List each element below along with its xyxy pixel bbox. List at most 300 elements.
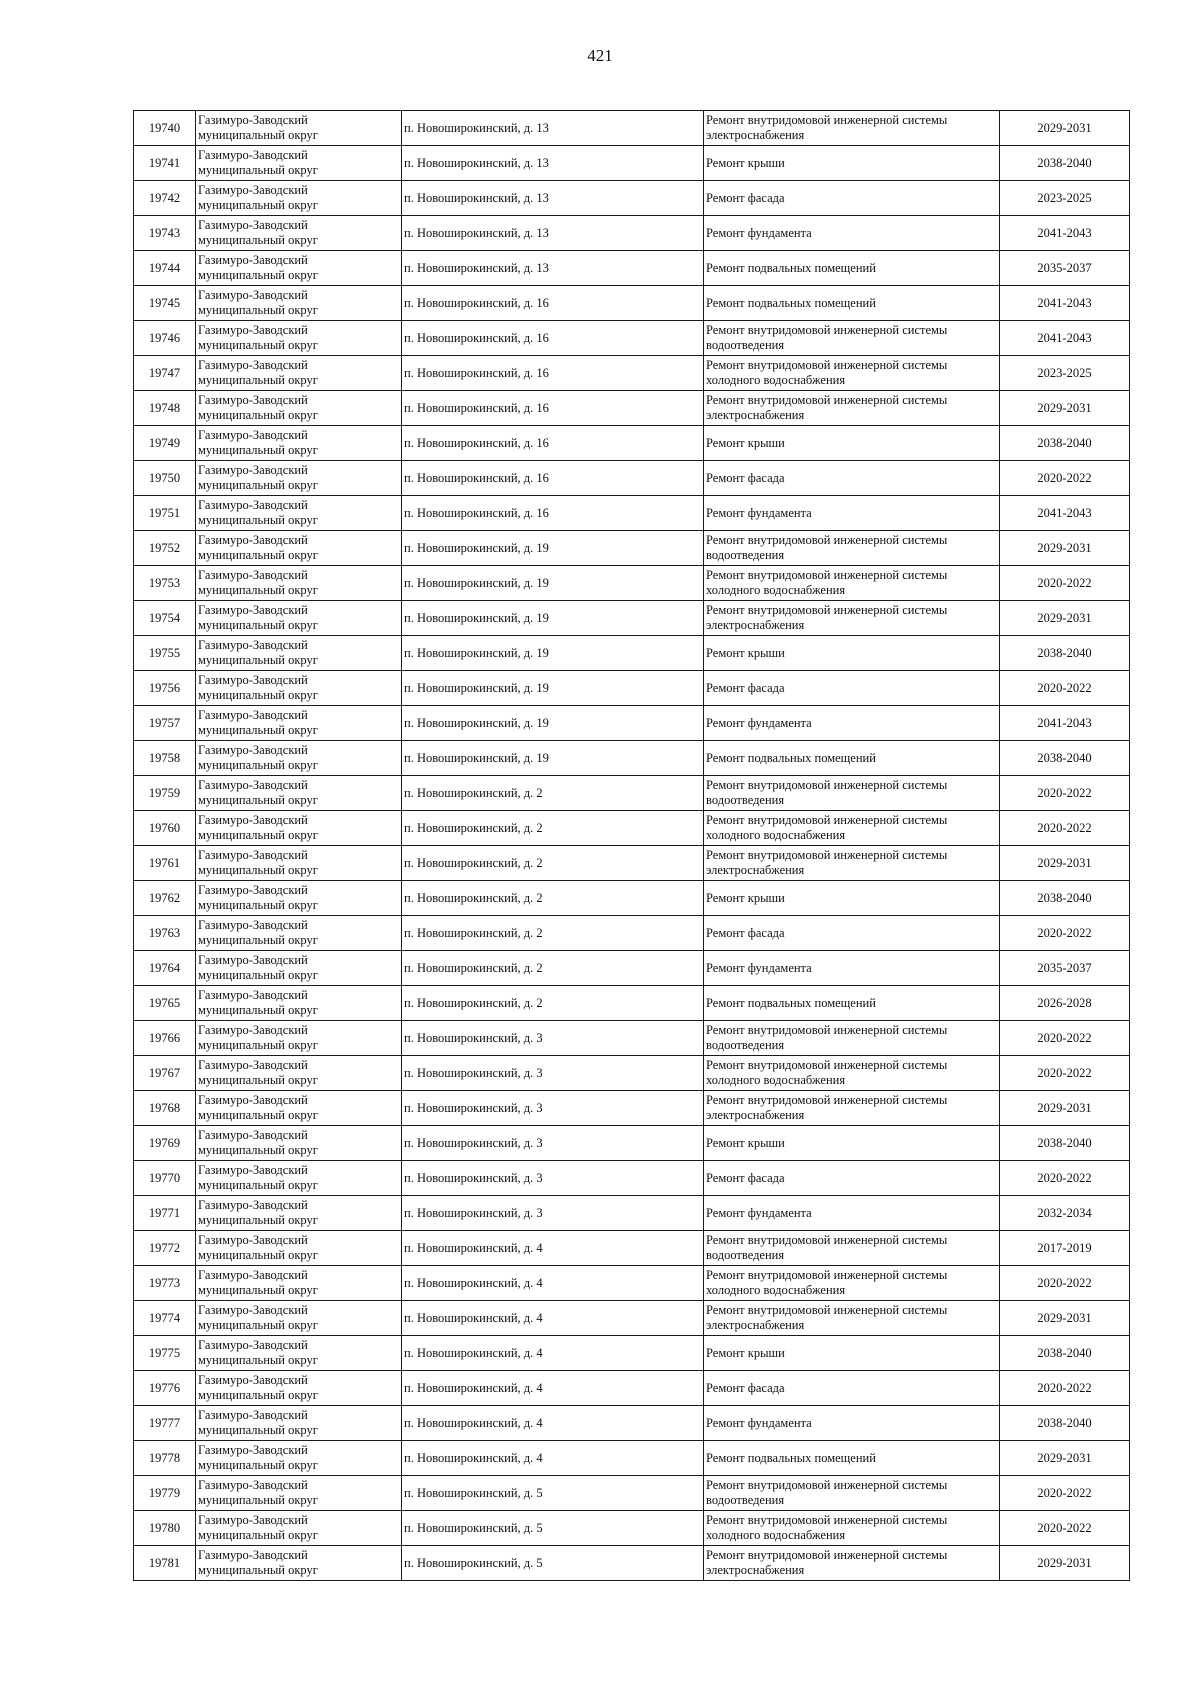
address-text: п. Новоширокинский, д. 4 — [404, 1450, 543, 1465]
row-number-cell — [134, 251, 196, 286]
municipality-text: муниципальный округ — [198, 793, 318, 807]
municipality-cell — [196, 1336, 402, 1371]
municipality-text: Газимуро-Заводский — [198, 743, 308, 757]
period-text: 2029-2031 — [1037, 1100, 1092, 1115]
period-text: 2020-2022 — [1037, 1520, 1092, 1535]
address-cell — [402, 531, 704, 566]
period-cell — [1000, 741, 1130, 776]
table-row — [134, 1301, 1130, 1336]
work-type-cell — [704, 216, 1000, 251]
period-text: 2020-2022 — [1037, 1485, 1092, 1500]
address-cell — [402, 741, 704, 776]
work-type-cell — [704, 636, 1000, 671]
table-row — [134, 496, 1130, 531]
work-type-text: Ремонт внутридомовой инженерной системы — [706, 1303, 948, 1317]
row-number-cell — [134, 811, 196, 846]
municipality-text: муниципальный округ — [198, 898, 318, 912]
municipality-text: муниципальный округ — [198, 163, 318, 177]
municipality-cell — [196, 1231, 402, 1266]
work-type-cell — [704, 566, 1000, 601]
address-cell — [402, 566, 704, 601]
period-text: 2023-2025 — [1037, 365, 1092, 380]
municipality-text: Газимуро-Заводский — [198, 778, 308, 792]
address-text: п. Новоширокинский, д. 19 — [404, 715, 549, 730]
address-cell — [402, 846, 704, 881]
work-type-text: Ремонт фасада — [706, 680, 785, 695]
row-number-cell — [134, 426, 196, 461]
work-type-text: электроснабжения — [706, 1318, 805, 1332]
address-cell — [402, 916, 704, 951]
work-type-cell — [704, 1126, 1000, 1161]
row-number-text: 19751 — [148, 505, 181, 520]
table-row — [134, 111, 1130, 146]
row-number-cell — [134, 1021, 196, 1056]
address-text: п. Новоширокинский, д. 2 — [404, 960, 543, 975]
period-text: 2020-2022 — [1037, 1275, 1092, 1290]
table-row — [134, 636, 1130, 671]
municipality-text: Газимуро-Заводский — [198, 148, 308, 162]
table-row — [134, 1091, 1130, 1126]
municipality-cell — [196, 636, 402, 671]
work-type-text: Ремонт внутридомовой инженерной системы — [706, 358, 948, 372]
period-cell — [1000, 216, 1130, 251]
table-row — [134, 1126, 1130, 1161]
table-row — [134, 1266, 1130, 1301]
work-type-text: Ремонт внутридомовой инженерной системы — [706, 568, 948, 582]
municipality-text: муниципальный округ — [198, 548, 318, 562]
row-number-text: 19747 — [148, 365, 181, 380]
municipality-text: Газимуро-Заводский — [198, 638, 308, 652]
table-row — [134, 216, 1130, 251]
address-cell — [402, 1406, 704, 1441]
address-text: п. Новоширокинский, д. 2 — [404, 855, 543, 870]
repair-schedule-table — [133, 110, 1130, 1581]
address-text: п. Новоширокинский, д. 16 — [404, 435, 549, 450]
period-cell — [1000, 1021, 1130, 1056]
address-cell — [402, 776, 704, 811]
municipality-text: муниципальный округ — [198, 1318, 318, 1332]
row-number-text: 19780 — [148, 1520, 181, 1535]
work-type-cell — [704, 286, 1000, 321]
period-text: 2020-2022 — [1037, 575, 1092, 590]
address-cell — [402, 1266, 704, 1301]
row-number-text: 19768 — [148, 1100, 181, 1115]
period-cell — [1000, 671, 1130, 706]
period-cell — [1000, 776, 1130, 811]
municipality-text: муниципальный округ — [198, 338, 318, 352]
table-row — [134, 566, 1130, 601]
address-text: п. Новоширокинский, д. 2 — [404, 785, 543, 800]
row-number-cell — [134, 111, 196, 146]
period-text: 2020-2022 — [1037, 1030, 1092, 1045]
work-type-text: Ремонт внутридомовой инженерной системы — [706, 1513, 948, 1527]
address-cell — [402, 601, 704, 636]
address-text: п. Новоширокинский, д. 13 — [404, 260, 549, 275]
municipality-text: Газимуро-Заводский — [198, 813, 308, 827]
municipality-text: муниципальный округ — [198, 1178, 318, 1192]
table-row — [134, 1161, 1130, 1196]
work-type-cell — [704, 811, 1000, 846]
row-number-cell — [134, 1161, 196, 1196]
work-type-text: Ремонт фундамента — [706, 505, 812, 520]
period-cell — [1000, 146, 1130, 181]
municipality-text: Газимуро-Заводский — [198, 253, 308, 267]
work-type-text: холодного водоснабжения — [706, 1283, 846, 1297]
address-cell — [402, 1511, 704, 1546]
municipality-cell — [196, 391, 402, 426]
work-type-cell — [704, 1196, 1000, 1231]
row-number-cell — [134, 181, 196, 216]
table-row — [134, 426, 1130, 461]
period-cell — [1000, 1196, 1130, 1231]
municipality-text: муниципальный округ — [198, 618, 318, 632]
municipality-cell — [196, 251, 402, 286]
period-cell — [1000, 1056, 1130, 1091]
row-number-cell — [134, 1546, 196, 1581]
row-number-cell — [134, 1476, 196, 1511]
work-type-cell — [704, 251, 1000, 286]
period-text: 2020-2022 — [1037, 1170, 1092, 1185]
municipality-text: муниципальный округ — [198, 1528, 318, 1542]
period-text: 2038-2040 — [1037, 1415, 1092, 1430]
work-type-text: Ремонт фасада — [706, 190, 785, 205]
table-row — [134, 881, 1130, 916]
row-number-cell — [134, 916, 196, 951]
address-cell — [402, 986, 704, 1021]
row-number-text: 19754 — [148, 610, 181, 625]
row-number-cell — [134, 1266, 196, 1301]
period-cell — [1000, 1476, 1130, 1511]
table-row — [134, 461, 1130, 496]
period-text: 2038-2040 — [1037, 435, 1092, 450]
address-text: п. Новоширокинский, д. 3 — [404, 1065, 543, 1080]
address-cell — [402, 1091, 704, 1126]
work-type-text: Ремонт подвальных помещений — [706, 750, 876, 765]
row-number-cell — [134, 846, 196, 881]
work-type-text: электроснабжения — [706, 618, 805, 632]
period-cell — [1000, 636, 1130, 671]
address-text: п. Новоширокинский, д. 16 — [404, 365, 549, 380]
municipality-text: муниципальный округ — [198, 1423, 318, 1437]
period-cell — [1000, 426, 1130, 461]
municipality-text: муниципальный округ — [198, 933, 318, 947]
work-type-text: водоотведения — [706, 1038, 785, 1052]
row-number-cell — [134, 1196, 196, 1231]
table-row — [134, 706, 1130, 741]
row-number-cell — [134, 986, 196, 1021]
row-number-cell — [134, 601, 196, 636]
period-cell — [1000, 601, 1130, 636]
row-number-cell — [134, 1126, 196, 1161]
table-row — [134, 181, 1130, 216]
municipality-cell — [196, 776, 402, 811]
period-cell — [1000, 1126, 1130, 1161]
row-number-text: 19758 — [148, 750, 181, 765]
period-cell — [1000, 881, 1130, 916]
period-cell — [1000, 1231, 1130, 1266]
work-type-text: Ремонт внутридомовой инженерной системы — [706, 1058, 948, 1072]
work-type-cell — [704, 426, 1000, 461]
row-number-text: 19775 — [148, 1345, 181, 1360]
municipality-text: муниципальный округ — [198, 1493, 318, 1507]
period-cell — [1000, 916, 1130, 951]
table-row — [134, 1196, 1130, 1231]
period-cell — [1000, 1301, 1130, 1336]
work-type-text: Ремонт внутридомовой инженерной системы — [706, 1548, 948, 1562]
row-number-text: 19756 — [148, 680, 181, 695]
work-type-text: Ремонт внутридомовой инженерной системы — [706, 533, 948, 547]
municipality-text: муниципальный округ — [198, 1073, 318, 1087]
municipality-cell — [196, 706, 402, 741]
work-type-text: Ремонт фундамента — [706, 960, 812, 975]
work-type-cell — [704, 601, 1000, 636]
table-row — [134, 1231, 1130, 1266]
period-cell — [1000, 986, 1130, 1021]
address-cell — [402, 1056, 704, 1091]
address-cell — [402, 286, 704, 321]
address-text: п. Новоширокинский, д. 19 — [404, 575, 549, 590]
work-type-text: Ремонт внутридомовой инженерной системы — [706, 848, 948, 862]
municipality-text: муниципальный округ — [198, 758, 318, 772]
address-cell — [402, 1126, 704, 1161]
period-text: 2038-2040 — [1037, 750, 1092, 765]
row-number-text: 19755 — [148, 645, 181, 660]
work-type-cell — [704, 1511, 1000, 1546]
work-type-text: Ремонт фасада — [706, 470, 785, 485]
municipality-cell — [196, 1511, 402, 1546]
work-type-text: Ремонт внутридомовой инженерной системы — [706, 393, 948, 407]
period-text: 2038-2040 — [1037, 1345, 1092, 1360]
row-number-text: 19759 — [148, 785, 181, 800]
municipality-text: муниципальный округ — [198, 1388, 318, 1402]
address-cell — [402, 1231, 704, 1266]
row-number-cell — [134, 1406, 196, 1441]
municipality-text: Газимуро-Заводский — [198, 393, 308, 407]
address-cell — [402, 671, 704, 706]
municipality-text: Газимуро-Заводский — [198, 1023, 308, 1037]
work-type-cell — [704, 671, 1000, 706]
municipality-text: муниципальный округ — [198, 128, 318, 142]
municipality-text: Газимуро-Заводский — [198, 673, 308, 687]
municipality-text: муниципальный округ — [198, 1283, 318, 1297]
municipality-text: Газимуро-Заводский — [198, 1058, 308, 1072]
work-type-text: водоотведения — [706, 793, 785, 807]
table-row — [134, 1056, 1130, 1091]
work-type-cell — [704, 496, 1000, 531]
row-number-text: 19757 — [148, 715, 181, 730]
municipality-text: Газимуро-Заводский — [198, 1513, 308, 1527]
work-type-text: Ремонт подвальных помещений — [706, 995, 876, 1010]
municipality-text: Газимуро-Заводский — [198, 183, 308, 197]
row-number-cell — [134, 706, 196, 741]
table-row — [134, 1546, 1130, 1581]
period-text: 2020-2022 — [1037, 925, 1092, 940]
municipality-text: муниципальный округ — [198, 408, 318, 422]
period-cell — [1000, 1336, 1130, 1371]
period-text: 2020-2022 — [1037, 1380, 1092, 1395]
municipality-cell — [196, 1056, 402, 1091]
period-text: 2029-2031 — [1037, 610, 1092, 625]
municipality-cell — [196, 216, 402, 251]
work-type-cell — [704, 916, 1000, 951]
period-text: 2038-2040 — [1037, 1135, 1092, 1150]
row-number-text: 19777 — [148, 1415, 181, 1430]
period-cell — [1000, 706, 1130, 741]
municipality-text: Газимуро-Заводский — [198, 1303, 308, 1317]
work-type-text: Ремонт внутридомовой инженерной системы — [706, 1023, 948, 1037]
row-number-cell — [134, 216, 196, 251]
row-number-cell — [134, 286, 196, 321]
period-cell — [1000, 181, 1130, 216]
address-cell — [402, 881, 704, 916]
address-text: п. Новоширокинский, д. 4 — [404, 1240, 543, 1255]
municipality-text: муниципальный округ — [198, 583, 318, 597]
municipality-text: Газимуро-Заводский — [198, 1443, 308, 1457]
table-row — [134, 356, 1130, 391]
address-cell — [402, 216, 704, 251]
address-cell — [402, 496, 704, 531]
municipality-text: муниципальный округ — [198, 1003, 318, 1017]
municipality-text: Газимуро-Заводский — [198, 1478, 308, 1492]
municipality-cell — [196, 741, 402, 776]
period-cell — [1000, 531, 1130, 566]
work-type-text: Ремонт внутридомовой инженерной системы — [706, 113, 948, 127]
row-number-text: 19760 — [148, 820, 181, 835]
row-number-cell — [134, 1511, 196, 1546]
row-number-text: 19774 — [148, 1310, 181, 1325]
address-cell — [402, 356, 704, 391]
work-type-text: Ремонт подвальных помещений — [706, 295, 876, 310]
period-text: 2041-2043 — [1037, 225, 1092, 240]
row-number-cell — [134, 496, 196, 531]
municipality-cell — [196, 111, 402, 146]
period-cell — [1000, 1441, 1130, 1476]
address-cell — [402, 111, 704, 146]
work-type-cell — [704, 391, 1000, 426]
address-text: п. Новоширокинский, д. 4 — [404, 1415, 543, 1430]
period-text: 2035-2037 — [1037, 260, 1092, 275]
period-cell — [1000, 496, 1130, 531]
work-type-text: Ремонт фундамента — [706, 715, 812, 730]
work-type-text: водоотведения — [706, 1248, 785, 1262]
work-type-text: Ремонт внутридомовой инженерной системы — [706, 1268, 948, 1282]
municipality-text: Газимуро-Заводский — [198, 1338, 308, 1352]
row-number-text: 19767 — [148, 1065, 181, 1080]
municipality-text: муниципальный округ — [198, 373, 318, 387]
row-number-cell — [134, 1231, 196, 1266]
period-text: 2035-2037 — [1037, 960, 1092, 975]
work-type-text: электроснабжения — [706, 1108, 805, 1122]
period-text: 2029-2031 — [1037, 540, 1092, 555]
work-type-cell — [704, 951, 1000, 986]
address-cell — [402, 251, 704, 286]
period-text: 2029-2031 — [1037, 400, 1092, 415]
municipality-text: муниципальный округ — [198, 1143, 318, 1157]
address-text: п. Новоширокинский, д. 4 — [404, 1310, 543, 1325]
work-type-cell — [704, 1371, 1000, 1406]
work-type-cell — [704, 356, 1000, 391]
table-row — [134, 1511, 1130, 1546]
period-text: 2023-2025 — [1037, 190, 1092, 205]
work-type-cell — [704, 1021, 1000, 1056]
row-number-text: 19770 — [148, 1170, 181, 1185]
address-text: п. Новоширокинский, д. 4 — [404, 1275, 543, 1290]
period-cell — [1000, 111, 1130, 146]
municipality-text: муниципальный округ — [198, 1353, 318, 1367]
address-text: п. Новоширокинский, д. 16 — [404, 400, 549, 415]
work-type-cell — [704, 1441, 1000, 1476]
municipality-cell — [196, 356, 402, 391]
row-number-cell — [134, 1301, 196, 1336]
municipality-text: Газимуро-Заводский — [198, 1548, 308, 1562]
address-cell — [402, 391, 704, 426]
table-row — [134, 811, 1130, 846]
period-cell — [1000, 251, 1130, 286]
period-cell — [1000, 1161, 1130, 1196]
table-row — [134, 391, 1130, 426]
address-cell — [402, 1196, 704, 1231]
municipality-cell — [196, 1126, 402, 1161]
work-type-cell — [704, 1056, 1000, 1091]
period-cell — [1000, 846, 1130, 881]
table-row — [134, 741, 1130, 776]
address-cell — [402, 181, 704, 216]
work-type-text: холодного водоснабжения — [706, 828, 846, 842]
address-cell — [402, 1546, 704, 1581]
period-cell — [1000, 1406, 1130, 1441]
municipality-text: Газимуро-Заводский — [198, 428, 308, 442]
municipality-text: Газимуро-Заводский — [198, 568, 308, 582]
municipality-text: Газимуро-Заводский — [198, 918, 308, 932]
municipality-text: муниципальный округ — [198, 1108, 318, 1122]
row-number-cell — [134, 1441, 196, 1476]
municipality-cell — [196, 1406, 402, 1441]
municipality-text: муниципальный округ — [198, 1248, 318, 1262]
address-text: п. Новоширокинский, д. 19 — [404, 645, 549, 660]
period-cell — [1000, 1511, 1130, 1546]
period-cell — [1000, 1546, 1130, 1581]
municipality-cell — [196, 426, 402, 461]
address-cell — [402, 706, 704, 741]
municipality-cell — [196, 1371, 402, 1406]
address-cell — [402, 321, 704, 356]
address-text: п. Новоширокинский, д. 19 — [404, 540, 549, 555]
row-number-text: 19763 — [148, 925, 181, 940]
row-number-text: 19769 — [148, 1135, 181, 1150]
work-type-text: Ремонт подвальных помещений — [706, 260, 876, 275]
period-text: 2032-2034 — [1037, 1205, 1092, 1220]
table-row — [134, 1336, 1130, 1371]
row-number-text: 19742 — [148, 190, 181, 205]
work-type-text: водоотведения — [706, 338, 785, 352]
period-text: 2029-2031 — [1037, 1310, 1092, 1325]
work-type-cell — [704, 461, 1000, 496]
municipality-text: Газимуро-Заводский — [198, 1163, 308, 1177]
row-number-text: 19746 — [148, 330, 181, 345]
row-number-cell — [134, 671, 196, 706]
row-number-cell — [134, 461, 196, 496]
row-number-cell — [134, 1336, 196, 1371]
address-text: п. Новоширокинский, д. 3 — [404, 1135, 543, 1150]
period-text: 2038-2040 — [1037, 890, 1092, 905]
municipality-text: муниципальный округ — [198, 233, 318, 247]
municipality-cell — [196, 146, 402, 181]
row-number-cell — [134, 636, 196, 671]
work-type-cell — [704, 741, 1000, 776]
period-cell — [1000, 1371, 1130, 1406]
table-row — [134, 286, 1130, 321]
row-number-text: 19778 — [148, 1450, 181, 1465]
